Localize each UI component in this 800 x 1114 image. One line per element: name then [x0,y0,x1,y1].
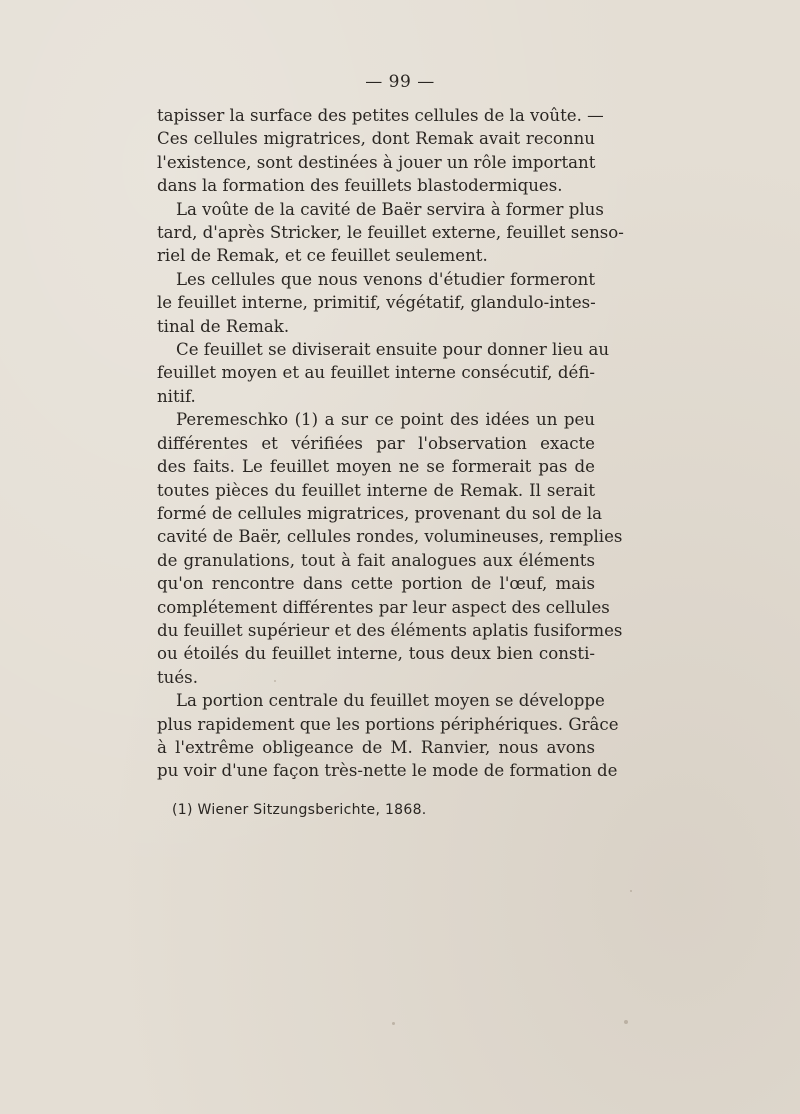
text-line: tués. [157,667,198,687]
text-line: dans la formation des feuillets blastodermiques. [157,176,563,196]
text-line: qu'on rencontre dans cette portion de l'œuf, mais [157,574,595,594]
text-line: tinal de Remak. [157,316,290,336]
paper-speck [624,1020,628,1024]
paragraph-start-line: Les cellules que nous venons d'étudier formeront [176,269,595,289]
paragraph-start-line: Ce feuillet se diviserait ensuite pour donner lieu au [176,340,610,360]
text-line: ou étoilés du feuillet interne, tous deux bien consti- [157,644,595,664]
text-line: pu voir d'une façon très-nette le mode de formation de [157,761,618,781]
text-line: le feuillet interne, primitif, végétatif, glandulo-intes- [157,293,596,313]
paper-speck [274,680,276,682]
text-line: à l'extrême obligeance de M. Ranvier, nous avons [157,737,595,757]
text-line: plus rapidement que les portions périphériques. Grâce [157,714,619,734]
text-line: tapisser la surface des petites cellules de la voûte. — [157,106,604,125]
body-text [157,104,624,783]
text-line: feuillet moyen et au feuillet interne consécutif, défi- [157,363,595,383]
paragraph-start-line: La voûte de la cavité de Baër servira à former plus [176,199,604,219]
paper-speck [630,890,632,892]
text-line: cavité de Baër, cellules rondes, volumineuses, remplies [157,527,623,547]
text-line: formé de cellules migratrices, provenant du sol de la [157,503,603,523]
text-line: des faits. Le feuillet moyen ne se formerait pas de [157,457,595,477]
text-line: toutes pièces du feuillet interne de Remak. Il serait [157,480,595,500]
text-line: nitif. [157,386,196,406]
paragraph-start-line: Peremeschko (1) a sur ce point des idées un peu [176,410,595,430]
text-line: l'existence, sont destinées à jouer un rôle important [157,152,596,172]
paragraph-start-line: La portion centrale du feuillet moyen se développe [176,691,605,711]
paper-speck [392,1022,395,1025]
text-line: du feuillet supérieur et des éléments aplatis fusiformes [157,620,623,640]
text-line: Ces cellules migratrices, dont Remak avait reconnu [157,129,595,149]
text-line: de granulations, tout à fait analogues aux éléments [157,550,595,570]
text-line: différentes et vérifiées par l'observation exacte [157,433,595,453]
page-number: — 99 — [365,72,435,92]
text-line: complétement différentes par leur aspect des cellules [157,597,610,617]
footnote: (1) Wiener Sitzungsberichte, 1868. [172,802,427,818]
text-line: tard, d'après Stricker, le feuillet externe, feuillet senso- [157,223,624,243]
text-line: riel de Remak, et ce feuillet seulement. [157,246,488,266]
